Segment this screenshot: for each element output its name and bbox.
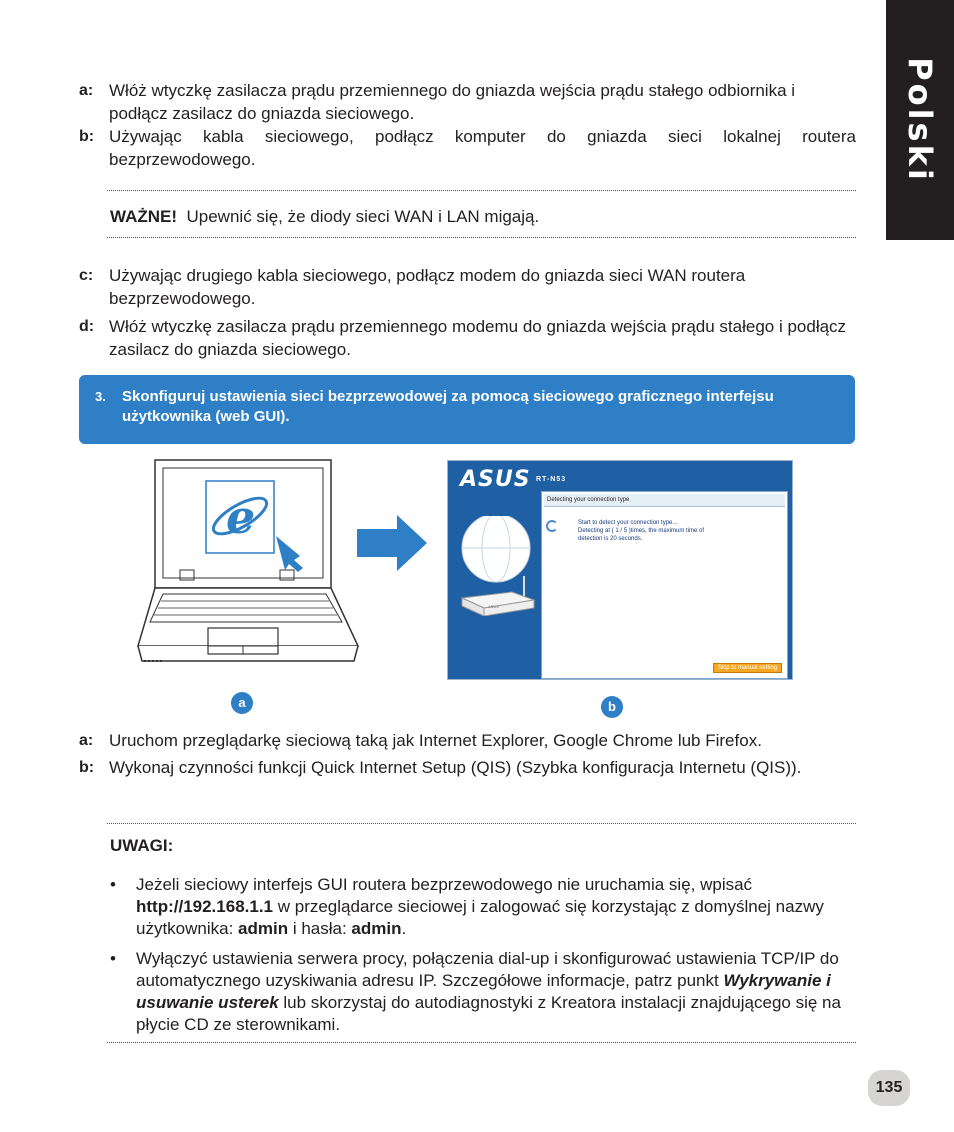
note-text: Wyłączyć ustawienia serwera procy, połączenia dial-up i skonfigurować ustawienia TCP/IP do automatycznego uzyskiwania adresu IP. Szczegółowe informacje, patrz punkt Wykrywanie i usuwanie usterek lub skorzystaj do autodiagnostyki z Kreatora instalacji znajdującego się na płycie CD ze sterownikami. bbox=[136, 949, 841, 1034]
divider bbox=[107, 1042, 856, 1043]
browser-icon bbox=[206, 481, 274, 553]
step-text: Używając drugiego kabla sieciowego, podłącz modem do gniazda sieci WAN routera bezprzewodowego. bbox=[109, 266, 746, 308]
step-label: c: bbox=[79, 267, 94, 284]
step-3-header bbox=[79, 375, 855, 444]
step-d bbox=[79, 315, 856, 361]
default-password: admin bbox=[351, 919, 402, 938]
language-side-tab bbox=[886, 0, 954, 240]
step-text: Włóż wtyczkę zasilacza prądu przemiennego do gniazda wejścia prądu stałego odbiornika i podłącz zasilacz do gniazda sieciowego. bbox=[109, 81, 796, 123]
important-label: WAŻNE! bbox=[110, 207, 178, 226]
panel-title: Detecting your connection type bbox=[544, 494, 785, 507]
figure-label-a: a bbox=[231, 692, 253, 714]
step-title: Skonfiguruj ustawienia sieci bezprzewodowej za pomocą sieciowego graficznego interfejsu użytkownika (web GUI). bbox=[122, 388, 774, 425]
default-username: admin bbox=[238, 919, 289, 938]
bullet-marker: • bbox=[110, 949, 116, 968]
page-number: 135 bbox=[868, 1070, 910, 1106]
important-note bbox=[110, 207, 539, 227]
note-text: Jeżeli sieciowy interfejs GUI routera bezprzewodowego nie uruchamia się, wpisać http://192.168.1.1 w przeglądarce sieciowej i zalogować się korzystając z domyślnej nazwy użytkownika: admin i hasła: admin. bbox=[136, 875, 824, 938]
divider bbox=[107, 237, 856, 238]
detection-status bbox=[578, 519, 778, 543]
note-bullet-1 bbox=[110, 874, 850, 940]
step-label: a: bbox=[79, 82, 94, 99]
arrow-right-icon bbox=[357, 515, 427, 571]
step-text: Włóż wtyczkę zasilacza prądu przemiennego modemu do gniazda wejścia prądu stałego i podłącz zasilacz do gniazda sieciowego. bbox=[109, 317, 847, 359]
step-label: b: bbox=[79, 759, 95, 776]
step-text: Wykonaj czynności funkcji Quick Internet Setup (QIS) (Szybka konfiguracja Internetu (QIS)). bbox=[109, 758, 802, 777]
step-text: Używając kabla sieciowego, podłącz komputer do gniazda sieci lokalnej routera bezprzewodowego. bbox=[109, 127, 856, 169]
device-brand-label: ASUS bbox=[488, 604, 499, 609]
step-label: d: bbox=[79, 318, 95, 335]
step-c bbox=[79, 264, 856, 310]
model-name: RT-N53 bbox=[536, 476, 567, 483]
router-globe-icon bbox=[458, 516, 538, 616]
skip-manual-setting-button[interactable]: Skip to manual setting bbox=[713, 663, 782, 673]
important-text: Upewnić się, że diody sieci WAN i LAN migają. bbox=[186, 207, 540, 226]
web-gui-screenshot bbox=[447, 460, 793, 680]
loading-spinner-icon bbox=[546, 520, 558, 532]
step-a-top bbox=[79, 79, 856, 125]
detect-line-1: Start to detect your connection type... bbox=[578, 520, 678, 526]
troubleshooting-reference: Wykrywanie i usuwanie usterek bbox=[136, 971, 831, 1012]
step-b-bottom bbox=[79, 756, 856, 779]
svg-text:e: e bbox=[226, 490, 256, 544]
step-number: 3. bbox=[95, 389, 106, 404]
note-bullet-2 bbox=[110, 948, 850, 1036]
step-text: Uruchom przeglądarkę sieciową taką jak Internet Explorer, Google Chrome lub Firefox. bbox=[109, 731, 762, 750]
bullet-marker: • bbox=[110, 875, 116, 894]
asus-logo: ASUS bbox=[460, 467, 531, 492]
detect-line-3: detection is 20 seconds. bbox=[578, 536, 643, 542]
divider bbox=[107, 190, 856, 191]
step-label: a: bbox=[79, 732, 94, 749]
step-a-bottom bbox=[79, 729, 856, 752]
figure-label-b: b bbox=[601, 696, 623, 718]
divider bbox=[107, 823, 856, 824]
notes-title: UWAGI: bbox=[110, 836, 174, 855]
detection-panel bbox=[541, 491, 788, 679]
language-label: Polski bbox=[901, 57, 939, 183]
detect-line-2: Detecting at ( 1 / 5 )times, the maximum time of bbox=[578, 528, 705, 534]
router-url: http://192.168.1.1 bbox=[136, 897, 274, 916]
laptop-illustration bbox=[128, 456, 363, 668]
step-label: b: bbox=[79, 128, 95, 145]
step-b-top bbox=[79, 125, 856, 171]
